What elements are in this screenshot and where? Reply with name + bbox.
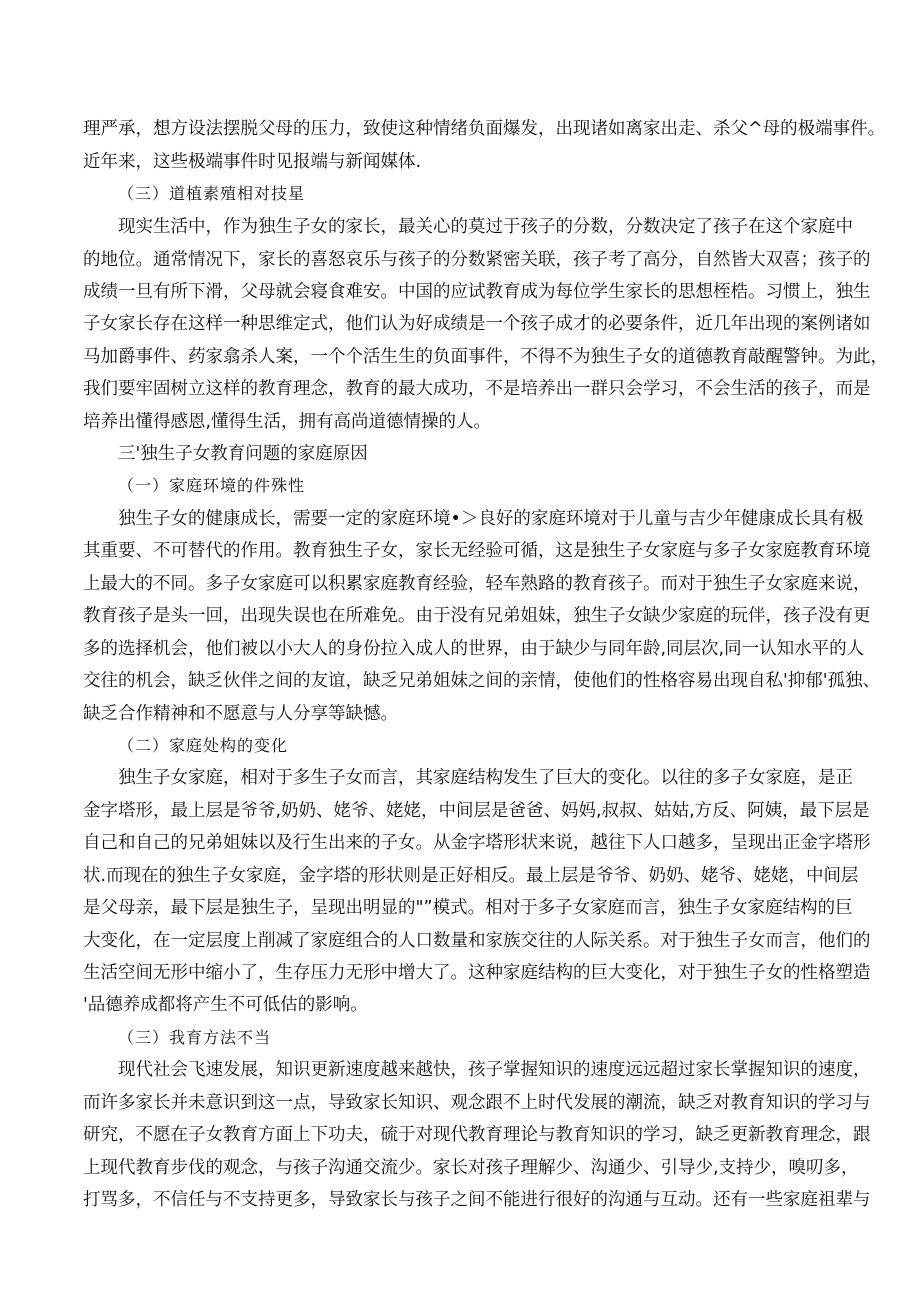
text-line: 现代社会飞速发展，知识更新速度越来越快，孩子掌握知识的速度远远超过家长掌握知识的速度， [118,1060,871,1080]
text-line: 是父母亲，最下层是独生子，呈现出明显的"”模式。相对于多子女家庭而言，独生子女家庭结构的巨 [83,898,853,918]
section-heading: 三'独生子女教育问题的家庭原因 [118,444,368,464]
text-line: 金字塔形，最上层是爷爷,奶奶、姥爷、姥姥，中间层是爸爸、妈妈,叔叔、姑姑,方反、阿姨，最下层是 [83,801,870,821]
text-line: 现实生活中，作为独生子女的家长，最关心的莫过于孩子的分数，分数决定了孩子在这个家庭中 [118,217,853,237]
text-line: 的地位。通常情况下，家长的喜怒哀乐与孩子的分数紧密关联，孩子考了高分，自然皆大双喜；孩子的 [83,250,871,270]
text-line: 自己和自己的兄弟姐妹以及行生出来的子女。从金字塔形状来说，越往下人口越多，呈现出正金字塔形 [83,833,871,853]
text-line: 成绩一旦有所下滑，父母就会寝食难安。中国的应试教育成为每位学生家长的思想桎梏。习惯上，独生 [83,282,871,302]
section-heading: （三）我育方法不当 [118,1028,272,1047]
text-line: 我们要牢固树立这样的教育理念，教育的最大成功，不是培养出一群只会学习，不会生活的孩子，而是 [83,379,871,399]
text-line: 近年来，这些极端事件时见报端与新闻媒体. [83,152,422,172]
text-line: 研究，不愿在子女教育方面上下功夫，硫于对现代教育理论与教育知识的学习，缺乏更新教育理念，跟 [83,1125,871,1145]
text-line: 其重要、不可替代的作用。教育独生子女，家长无经验可循，这是独生子女家庭与多子女家庭教育环境 [83,541,871,561]
section-heading: （一）家庭环境的件殊性 [118,476,306,495]
text-line: 缺乏合作精神和不愿意与人分享等缺憾。 [83,704,398,724]
text-line: 生活空间无形中缩小了，生存压力无形中增大了。这种家庭结构的巨大变化，对于独生子女的性格塑造 [83,963,871,983]
text-line: '品德养成都将产生不可低估的影响。 [83,995,368,1015]
text-line: 上现代教育步伐的观念，与孩子沟通交流少。家长对孩子理解少、沟通少、引导少,支持少，嗅叨多， [83,1158,859,1178]
text-line: 独生子女家庭，相对于多生子女而言，其家庭结构发生了巨大的变化。以往的多子女家庭，是正 [118,768,853,788]
text-line: 教育孩子是头一回，出现失误也在所难免。由于没有兄弟姐妹，独生子女缺少家庭的玩伴，孩子没有更 [83,606,871,626]
text-line: 大变化，在一定层度上削减了家庭组合的人口数量和家族交往的人际关系。对于独生子女而言，他们的 [83,931,871,951]
text-line: 理严承，想方设法摆脱父母的压力，致使这种情绪负面爆发，出现诸如离家出走、杀父^母的极端事件。 [83,119,886,139]
text-line: 培养出懂得感恩,懂得生活，拥有高尚道德情操的人。 [83,412,492,432]
text-line: 交往的机会，缺乏伙伴之间的友谊，缺乏兄弟姐妹之间的亲情，使他们的性格容易出现自私'抑郁'孤独、 [83,671,881,691]
text-line: 而许多家长并未意识到这一点，导致家长知识、观念跟不上时代发展的潮流，缺乏对教育知识的学习与 [83,1093,871,1113]
text-line: 上最大的不同。多子女家庭可以积累家庭教育经验，轻车熟路的教育孩子。而对于独生子女家庭来说， [83,574,871,594]
text-line: 马加爵事件、药家翕杀人案，一个个活生生的负面事件，不得不为独生子女的道德教育敲醒警钟。为此， [83,347,888,367]
text-line: 多的选择机会，他们被以小大人的身份拉入成人的世界，由于缺少与同年龄,同层次,同一认知水平的人 [83,639,865,659]
text-line: 打骂多，不信任与不支持更多，导致家长与孩子之间不能进行很好的沟通与互动。还有一些家庭祖辈与 [83,1190,871,1210]
text-line: 子女家长存在这样一种思维定式，他们认为好成绩是一个孩子成才的必要条件，近几年出现的案例诸如 [83,314,871,334]
section-heading: （二）家庭处构的变化 [118,736,289,755]
text-line: 状.而现在的独生子女家庭，金字塔的形状则是正好相反。最上层是爷爷、奶奶、姥爷、姥姥，中间层 [83,866,859,886]
text-line: 独生子女的健康成长，需要一定的家庭环境•＞良好的家庭环境对于儿童与吉少年健康成长具有极 [118,509,864,529]
section-heading: （三）道植素殖相对技星 [118,184,306,203]
